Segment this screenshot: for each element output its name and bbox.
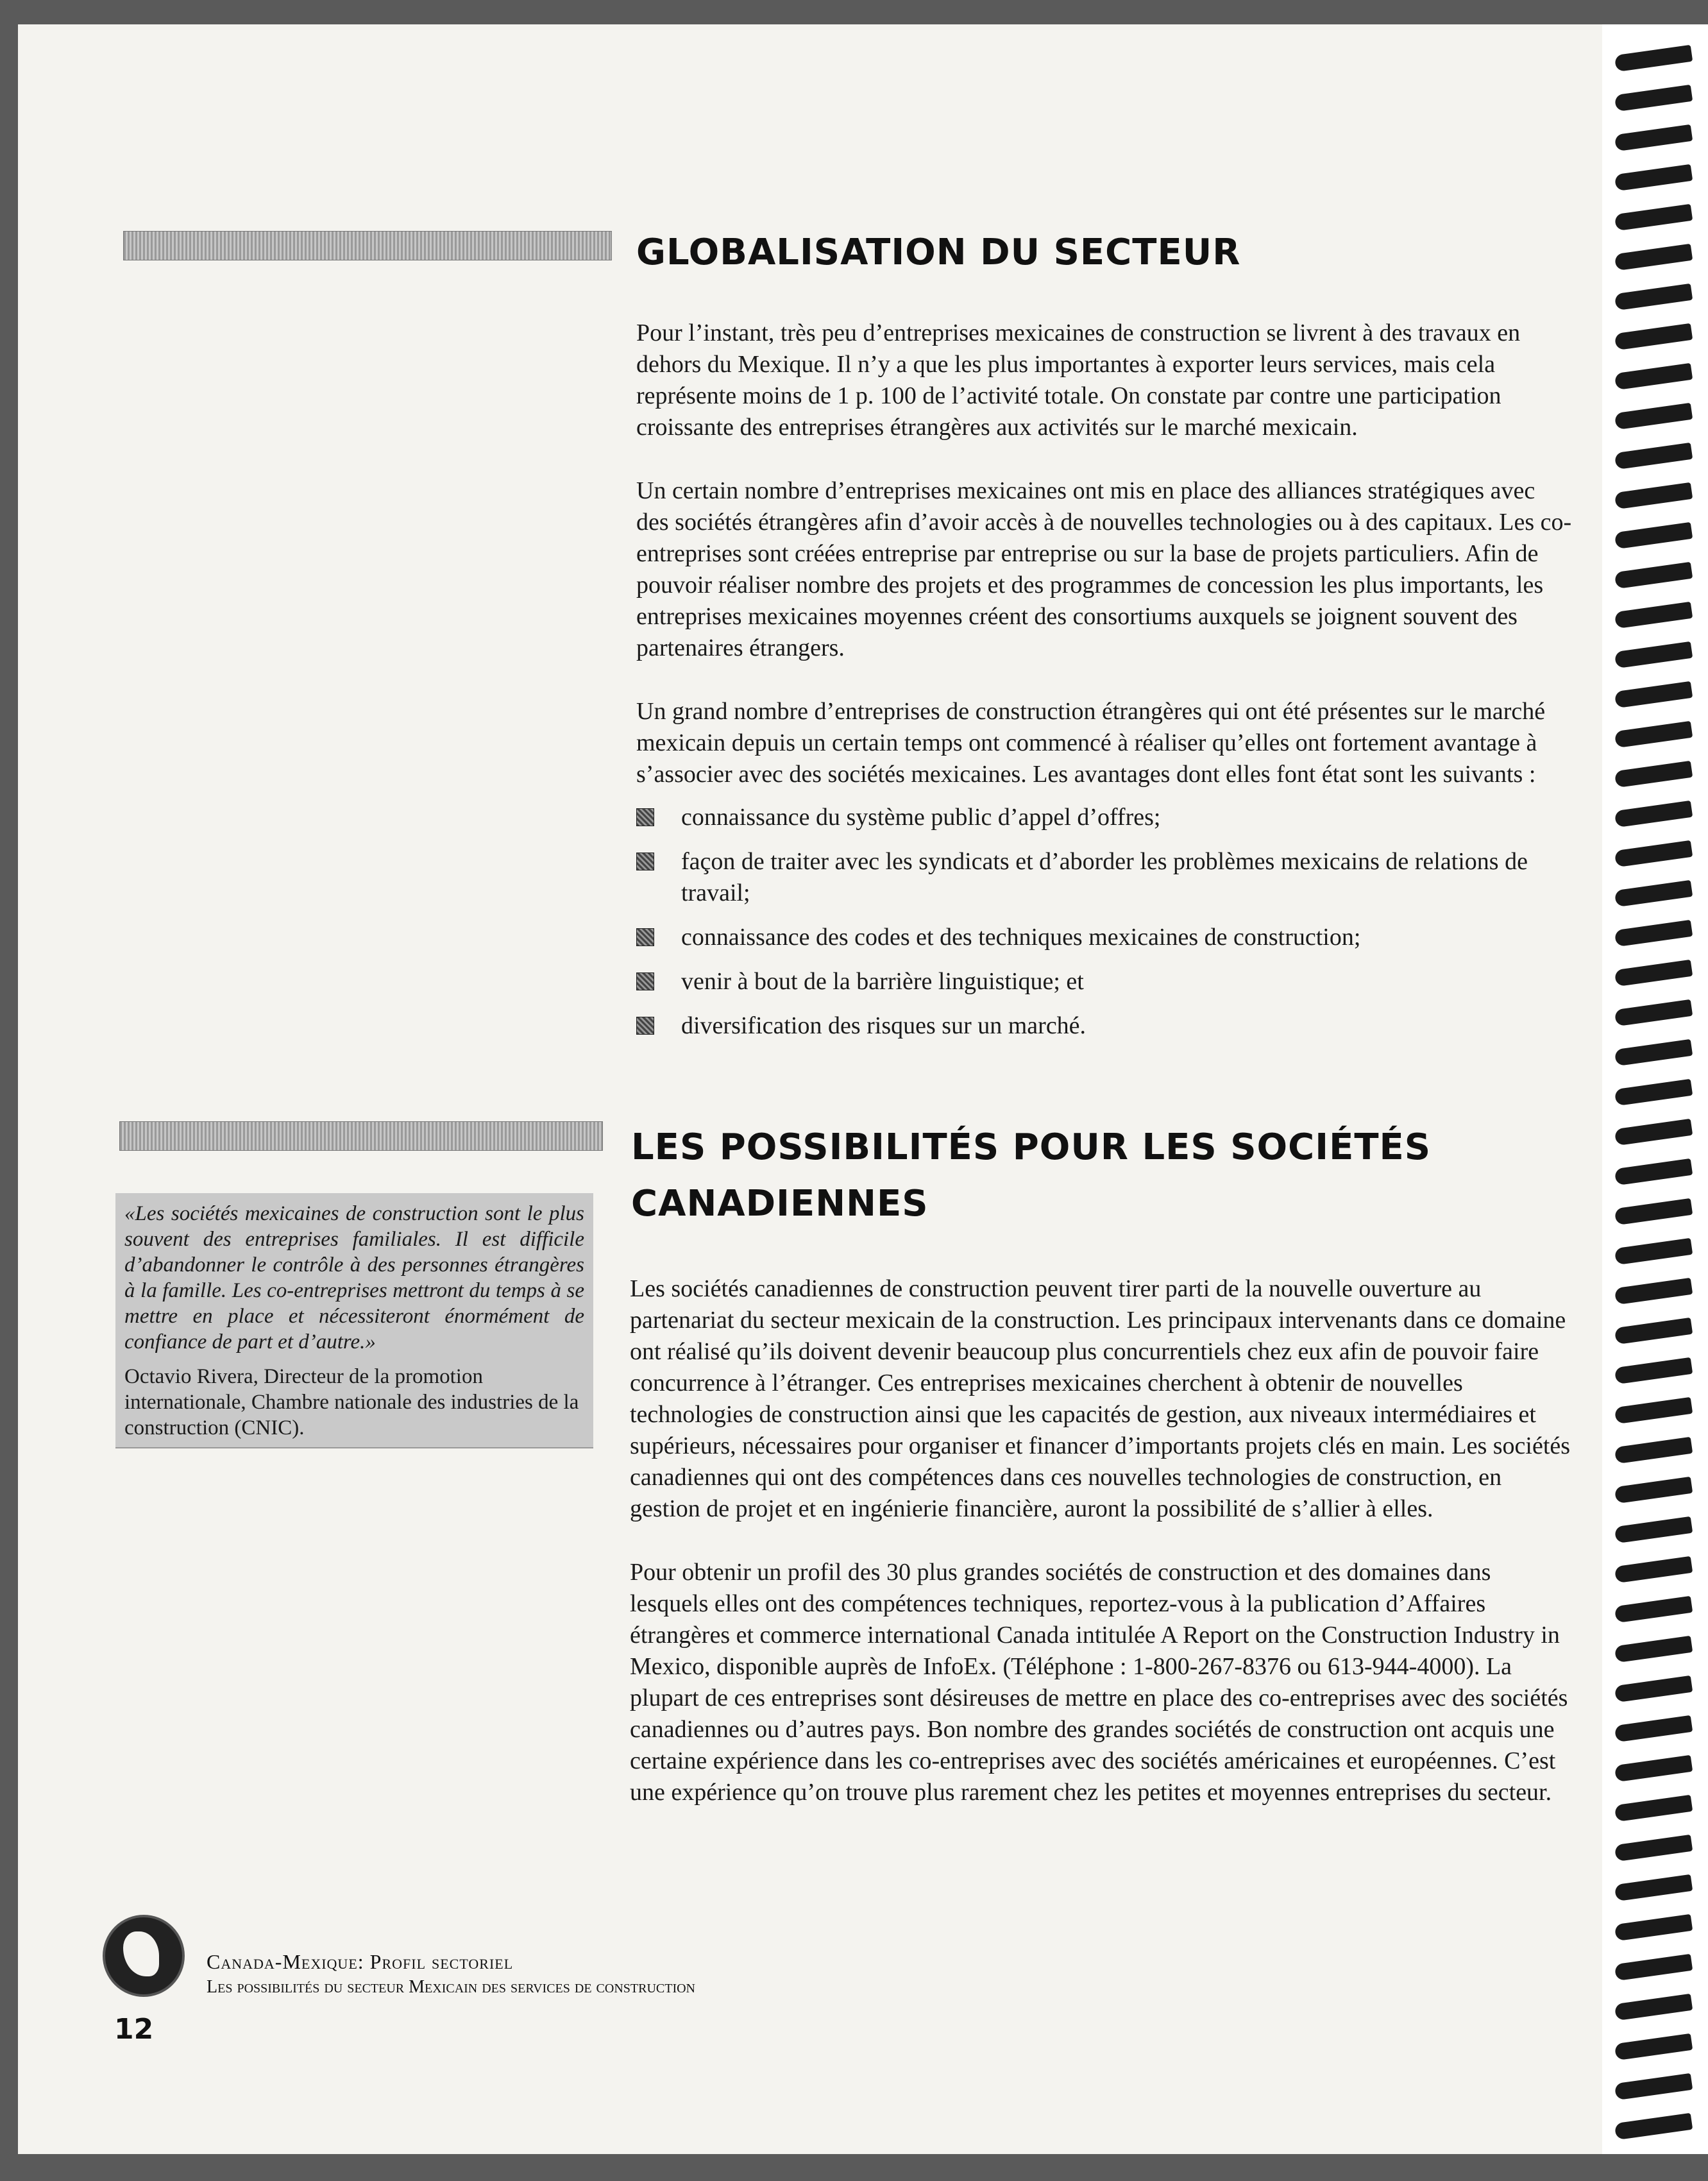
section-heading-globalisation: GLOBALISATION DU SECTEUR: [636, 232, 1241, 273]
section-heading-possibilites: [631, 1119, 1431, 1232]
binding-coil: [1614, 1158, 1693, 1185]
binding-coil: [1614, 323, 1693, 350]
binding-coil: [1614, 85, 1693, 112]
binding-coil: [1614, 681, 1693, 708]
binding-coil: [1614, 960, 1693, 987]
binding-coil: [1614, 1914, 1693, 1941]
binding-coil: [1614, 284, 1693, 310]
binding-coil: [1614, 1198, 1693, 1225]
binding-coil: [1614, 1039, 1693, 1066]
paragraph: Pour l’instant, très peu d’entreprises mexicaines de construction se livrent à des travaux en dehors du Mexique. Il n’y a que les plus importantes à exporter leurs services, mais cela représente moins de 1 p. 100 de l’activité totale. On constate par contre une participation croissante des entreprises étrangères aux activités sur le marché mexicain.: [636, 319, 1521, 441]
access-north-america-logo-icon: [103, 1915, 185, 1997]
list-item: connaissance des codes et des techniques mexicaines de construction;: [636, 922, 1573, 953]
binding-coil: [1614, 1238, 1693, 1265]
binding-coil: [1614, 1755, 1693, 1782]
binding-coil: [1614, 45, 1693, 72]
binding-coil: [1614, 562, 1693, 589]
paragraph: Un certain nombre d’entreprises mexicaines ont mis en place des alliances stratégiques avec des sociétés étrangères afin d’avoir accès à de nouvelles technologies ou à des capitaux. Les co-entreprises sont créées entreprise par entreprise ou sur la base de projets particuliers. Afin de pouvoir réaliser nombre des projets et des programmes de concession les plus importants, les entreprises mexicaines moyennes créent des consortiums auxquels se joignent souvent des partenaires étrangers.: [636, 477, 1572, 661]
list-item: façon de traiter avec les syndicats et d’aborder les problèmes mexicains de relations de travail;: [636, 846, 1573, 909]
binding-coil: [1614, 164, 1693, 191]
binding-coil: [1614, 244, 1693, 271]
binding-coil: [1614, 1119, 1693, 1146]
binding-coil: [1614, 363, 1693, 390]
binding-coil: [1614, 1596, 1693, 1623]
binding-coil: [1614, 1676, 1693, 1702]
binding-coil: [1614, 1874, 1693, 1901]
bullet-square-icon: [636, 853, 654, 870]
footer-publication-title: Canada-Mexique: Profil sectoriel: [207, 1950, 514, 1973]
binding-coil: [1614, 999, 1693, 1026]
binding-coil: [1614, 761, 1693, 788]
sidebar-attribution: Octavio Rivera, Directeur de la promotion internationale, Chambre nationale des industries de la construction (CNIC).: [124, 1365, 579, 1439]
advantages-list: [636, 802, 1573, 1042]
binding-coil: [1614, 602, 1693, 629]
binding-coil: [1614, 482, 1693, 509]
binding-coil: [1614, 124, 1693, 151]
spiral-binding: [1602, 24, 1708, 2154]
bullet-square-icon: [636, 928, 654, 946]
bullet-square-icon: [636, 972, 654, 990]
binding-coil: [1614, 1477, 1693, 1504]
list-item: diversification des risques sur un marché.: [636, 1010, 1573, 1042]
paragraph: Pour obtenir un profil des 30 plus grandes sociétés de construction et des domaines dans lesquels elles ont des compétences techniques, reportez-vous à la publication d’Affaires étrangères et commerce international Canada intitulée A Report on the Construction Industry in Mexico, disponible auprès de InfoEx. (Téléphone : 1-800-267-8376 ou 613-944-4000). La plupart de ces entreprises sont désireuses de mettre en place des co-entreprises avec des sociétés canadiennes ou d’autres pays. Bon nombre des grandes sociétés de construction ont acquis une certaine expérience dans les co-entreprises avec des sociétés américaines et européennes. C’est une expérience qu’on trouve plus rarement chez les petites et moyennes entreprises du secteur.: [630, 1559, 1568, 1806]
sidebar-quote-box: [115, 1193, 593, 1448]
binding-coil: [1614, 2033, 1693, 2060]
binding-coil: [1614, 801, 1693, 827]
binding-coil: [1614, 1636, 1693, 1663]
binding-coil: [1614, 403, 1693, 430]
binding-coil: [1614, 880, 1693, 907]
binding-coil: [1614, 204, 1693, 231]
binding-coil: [1614, 1318, 1693, 1345]
binding-coil: [1614, 2073, 1693, 2100]
binding-coil: [1614, 1437, 1693, 1464]
binding-coil: [1614, 1516, 1693, 1543]
north-america-map-icon: [123, 1931, 159, 1976]
section-divider-band: [119, 1121, 603, 1151]
page-number: 12: [114, 2013, 154, 2046]
bullet-square-icon: [636, 1017, 654, 1035]
binding-coil: [1614, 1556, 1693, 1583]
binding-coil: [1614, 1357, 1693, 1384]
binding-coil: [1614, 2113, 1693, 2140]
bullet-square-icon: [636, 808, 654, 826]
section-body-globalisation: [636, 318, 1573, 1055]
binding-coil: [1614, 1079, 1693, 1106]
section-divider-band: [123, 231, 612, 260]
list-item: connaissance du système public d’appel d’offres;: [636, 802, 1573, 833]
section-body-possibilites: [630, 1273, 1573, 1840]
binding-coil: [1614, 1954, 1693, 1981]
binding-coil: [1614, 522, 1693, 549]
paragraph: Un grand nombre d’entreprises de construction étrangères qui ont été présentes sur le marché mexicain depuis un certain temps ont commencé à réaliser qu’elles ont fortement avantage à s’associer avec des sociétés mexicaines. Les avantages dont elles font état sont les suivants :: [636, 698, 1546, 788]
binding-coil: [1614, 1278, 1693, 1305]
binding-coil: [1614, 920, 1693, 947]
binding-coil: [1614, 443, 1693, 470]
sidebar-quote: «Les sociétés mexicaines de construction sont le plus souvent des entreprises familiales. Il est difficile d’abandonner le contrôle à des personnes étrangères à la famille. Les co-entreprises mettront du temps à se mettre en place et nécessiteront énormément de confiance de part et d’autre.»: [124, 1202, 584, 1354]
binding-coil: [1614, 1795, 1693, 1822]
binding-coil: [1614, 1397, 1693, 1424]
binding-coil: [1614, 1715, 1693, 1742]
binding-coil: [1614, 1835, 1693, 1862]
heading-line: CANADIENNES: [631, 1183, 929, 1225]
binding-coil: [1614, 641, 1693, 668]
binding-coil: [1614, 840, 1693, 867]
list-item: venir à bout de la barrière linguistique; et: [636, 966, 1573, 997]
paragraph: Les sociétés canadiennes de construction peuvent tirer parti de la nouvelle ouverture au partenariat du secteur mexicain de la construction. Les principaux intervenants dans ce domaine ont réalisé qu’ils doivent devenir beaucoup plus concurrentiels chez eux afin de pouvoir faire concurrence à l’étranger. Ces entreprises mexicaines cherchent à obtenir de nouvelles technologies de construction ainsi que les capacités de gestion, aux niveaux intermédiaires et supérieurs, nécessaires pour organiser et financer d’importants projets clés en main. Les sociétés canadiennes qui ont des compétences dans ces nouvelles technologies de construction, en gestion de projet et en ingénierie financière, auront la possibilité de s’allier à elles.: [630, 1275, 1571, 1522]
heading-line: LES POSSIBILITÉS POUR LES SOCIÉTÉS: [631, 1126, 1432, 1168]
binding-coil: [1614, 721, 1693, 748]
binding-coil: [1614, 1994, 1693, 2021]
footer-publication-subtitle: Les possibilités du secteur Mexicain des services de construction: [207, 1977, 695, 1997]
